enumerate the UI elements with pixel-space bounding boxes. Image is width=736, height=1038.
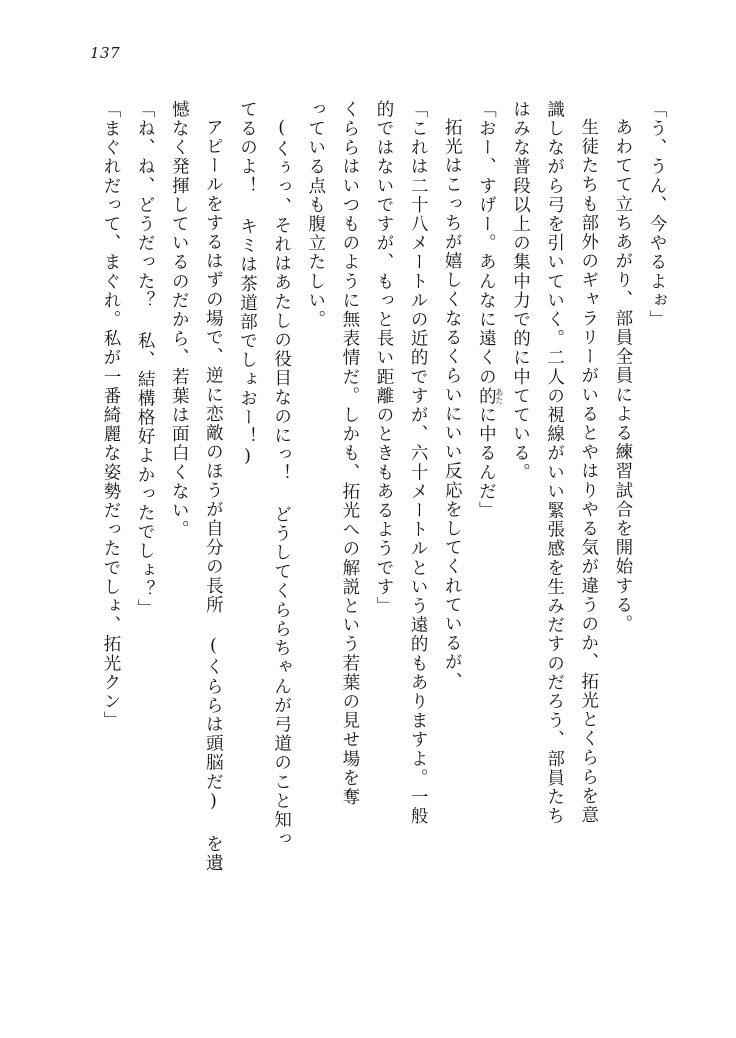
body-paragraph: あわてて立ちあがり、部員全員による練習試合を開始する。 <box>612 117 633 634</box>
body-paragraph: (くぅっ、それはあたしの役目なのにっ！ どうしてくららちゃんが弓道のこと知っ <box>271 117 292 849</box>
page-number: 137 <box>90 44 121 62</box>
body-paragraph: 識しながら弓を引いていく。二人の視線がいい緊張感を生みだすのだろう、部員たち <box>544 100 565 826</box>
page-body-text <box>94 100 674 960</box>
ruby-annotation: 的あた <box>476 386 504 406</box>
body-paragraph: はみな普段以上の集中力で的に中てている。 <box>510 100 531 482</box>
body-paragraph: 拓光はこっちが嬉しくなるくらいにいい反応をしてくれているが、 <box>442 117 463 691</box>
body-paragraph: 「ね、ね、どうだった？ 私、結構格好よかったでしょ？」 <box>135 100 156 619</box>
body-paragraph: 「これは二十八メートルの近的ですが、六十メートルという遠的もありますよ。一般 <box>408 100 429 826</box>
body-paragraph: 生徒たちも部外のギャラリーがいるとやはりやる気が違うのか、拓光とくららを意 <box>578 117 599 825</box>
body-paragraph: っている点も腹立たしい。 <box>305 100 326 330</box>
body-paragraph: 憾なく発揮しているのだから、若葉は面白くない。 <box>169 100 190 540</box>
body-paragraph: てるのよ！ キミは茶道部でしょおー！) <box>237 100 258 468</box>
body-paragraph: 「まぐれだって、まぐれ。私が一番綺麗な姿勢だったでしょ、拓光クン」 <box>101 100 121 731</box>
body-paragraph: 「う、うん、今やるよぉ」 <box>647 100 667 330</box>
body-paragraph: 「おー、すげー。あんなに遠くの的あたに中るんだ」 <box>476 100 504 521</box>
body-paragraph: アピールをするはずの場で、逆に恋敵のほうが自分の長所 (くららは頭脳だ) を遺 <box>203 117 224 873</box>
body-paragraph: くららはいつものように無表情だ。しかも、拓光への解説という若葉の見せ場を奪 <box>339 100 360 807</box>
body-paragraph: 的ではないですが、もっと長い距離のときもあるようです」 <box>374 100 394 616</box>
